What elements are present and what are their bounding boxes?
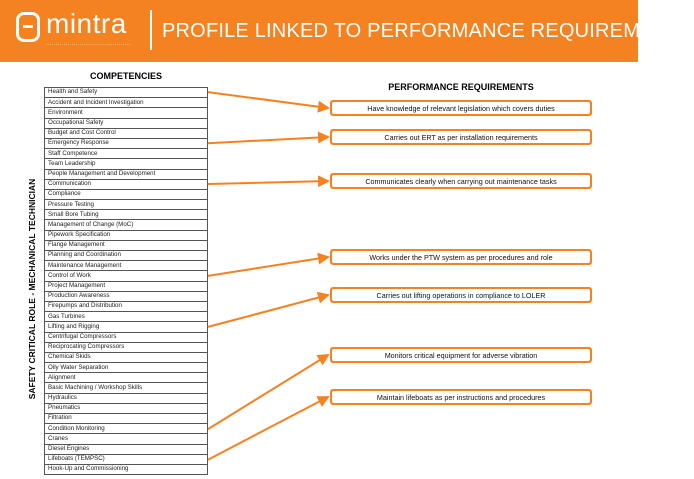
competency-item: Project Management [45, 282, 207, 292]
performance-requirement-box [330, 100, 592, 116]
competency-item: Small Bore Tubing [45, 210, 207, 220]
competency-item: Health and Safety [45, 88, 207, 98]
role-side-label: SAFETY CRITICAL ROLE - MECHANICAL TECHNICIAN [27, 178, 37, 400]
competency-item: Pressure Testing [45, 200, 207, 210]
connector-arrow [208, 295, 328, 327]
logo-tagline: ........................................... [46, 41, 131, 47]
competency-item: Management of Change (MoC) [45, 220, 207, 230]
connector-arrow [208, 181, 328, 184]
competency-item: Team Leadership [45, 159, 207, 169]
performance-requirement-label: Carries out ERT as per installation requirements [332, 131, 590, 143]
performance-requirement-label: Maintain lifeboats as per instructions and procedures [332, 391, 590, 403]
performance-requirement-label: Communicates clearly when carrying out maintenance tasks [332, 175, 590, 187]
competency-item: Flange Management [45, 241, 207, 251]
competency-item: Alignment [45, 373, 207, 383]
competency-item: People Management and Development [45, 170, 207, 180]
performance-requirement-label: Carries out lifting operations in compliance to LOLER [332, 289, 590, 301]
competency-item: Control of Work [45, 271, 207, 281]
connector-arrow [208, 355, 328, 429]
competencies-title: COMPETENCIES [89, 71, 162, 81]
connector-arrow [208, 397, 328, 460]
performance-requirements-title: PERFORMANCE REQUIREMENTS [388, 82, 534, 92]
competency-item: Hydraulics [45, 394, 207, 404]
page-title: PROFILE LINKED TO PERFORMANCE REQUIREMENTS [162, 20, 694, 42]
competency-item: Production Awareness [45, 292, 207, 302]
performance-requirement-box [330, 389, 592, 405]
performance-requirement-label: Monitors critical equipment for adverse vibration [332, 349, 590, 361]
competency-item: Gas Turbines [45, 312, 207, 322]
connector-arrow [208, 92, 328, 108]
competency-item: Filtration [45, 414, 207, 424]
competency-item: Emergency Response [45, 139, 207, 149]
competency-item: Hook-Up and Commissioning [48, 465, 129, 473]
performance-requirement-box [330, 347, 592, 363]
competency-item: Compliance [45, 190, 207, 200]
competency-item: Pneumatics [45, 404, 207, 414]
logo-mark-icon [16, 12, 40, 42]
performance-requirement-box [330, 249, 592, 265]
competency-item: Maintenance Management [45, 261, 207, 271]
competency-item: Centrifugal Compressors [45, 333, 207, 343]
competency-item: Accident and Incident Investigation [45, 98, 207, 108]
connector-arrow [208, 257, 328, 276]
logo-text: mintra [46, 8, 127, 39]
performance-requirement-box [330, 287, 592, 303]
competency-item: Condition Monitoring [45, 424, 207, 434]
competency-item: Firepumps and Distribution [45, 302, 207, 312]
competency-list [44, 87, 208, 475]
competency-item: Staff Competence [45, 149, 207, 159]
competency-item: Environment [45, 108, 207, 118]
performance-requirement-box [330, 173, 592, 189]
competency-item: Pipework Specification [45, 231, 207, 241]
competency-item: Chemical Skids [45, 353, 207, 363]
connector-arrow [208, 137, 328, 143]
competency-item: Oily Water Separation [45, 363, 207, 373]
performance-requirement-box [330, 129, 592, 145]
header-divider [150, 10, 152, 50]
performance-requirement-label: Have knowledge of relevant legislation which covers duties [332, 102, 590, 114]
competency-item: Lifeboats (TEMPSC) [45, 455, 207, 465]
competency-item: Lifting and Rigging [45, 322, 207, 332]
header-bar [0, 0, 694, 62]
competency-item: Occupational Safety [45, 119, 207, 129]
competency-item: Cranes [45, 434, 207, 444]
mintra-logo[interactable] [16, 10, 136, 50]
competency-item: Planning and Coordination [45, 251, 207, 261]
competency-item: Diesel Engines [45, 445, 207, 455]
competency-item: Basic Machining / Workshop Skills [45, 383, 207, 393]
competency-item: Communication [45, 180, 207, 190]
competency-item: Budget and Cost Control [45, 129, 207, 139]
competency-item: Reciprocating Compressors [45, 343, 207, 353]
performance-requirement-label: Works under the PTW system as per procedures and role [332, 251, 590, 263]
